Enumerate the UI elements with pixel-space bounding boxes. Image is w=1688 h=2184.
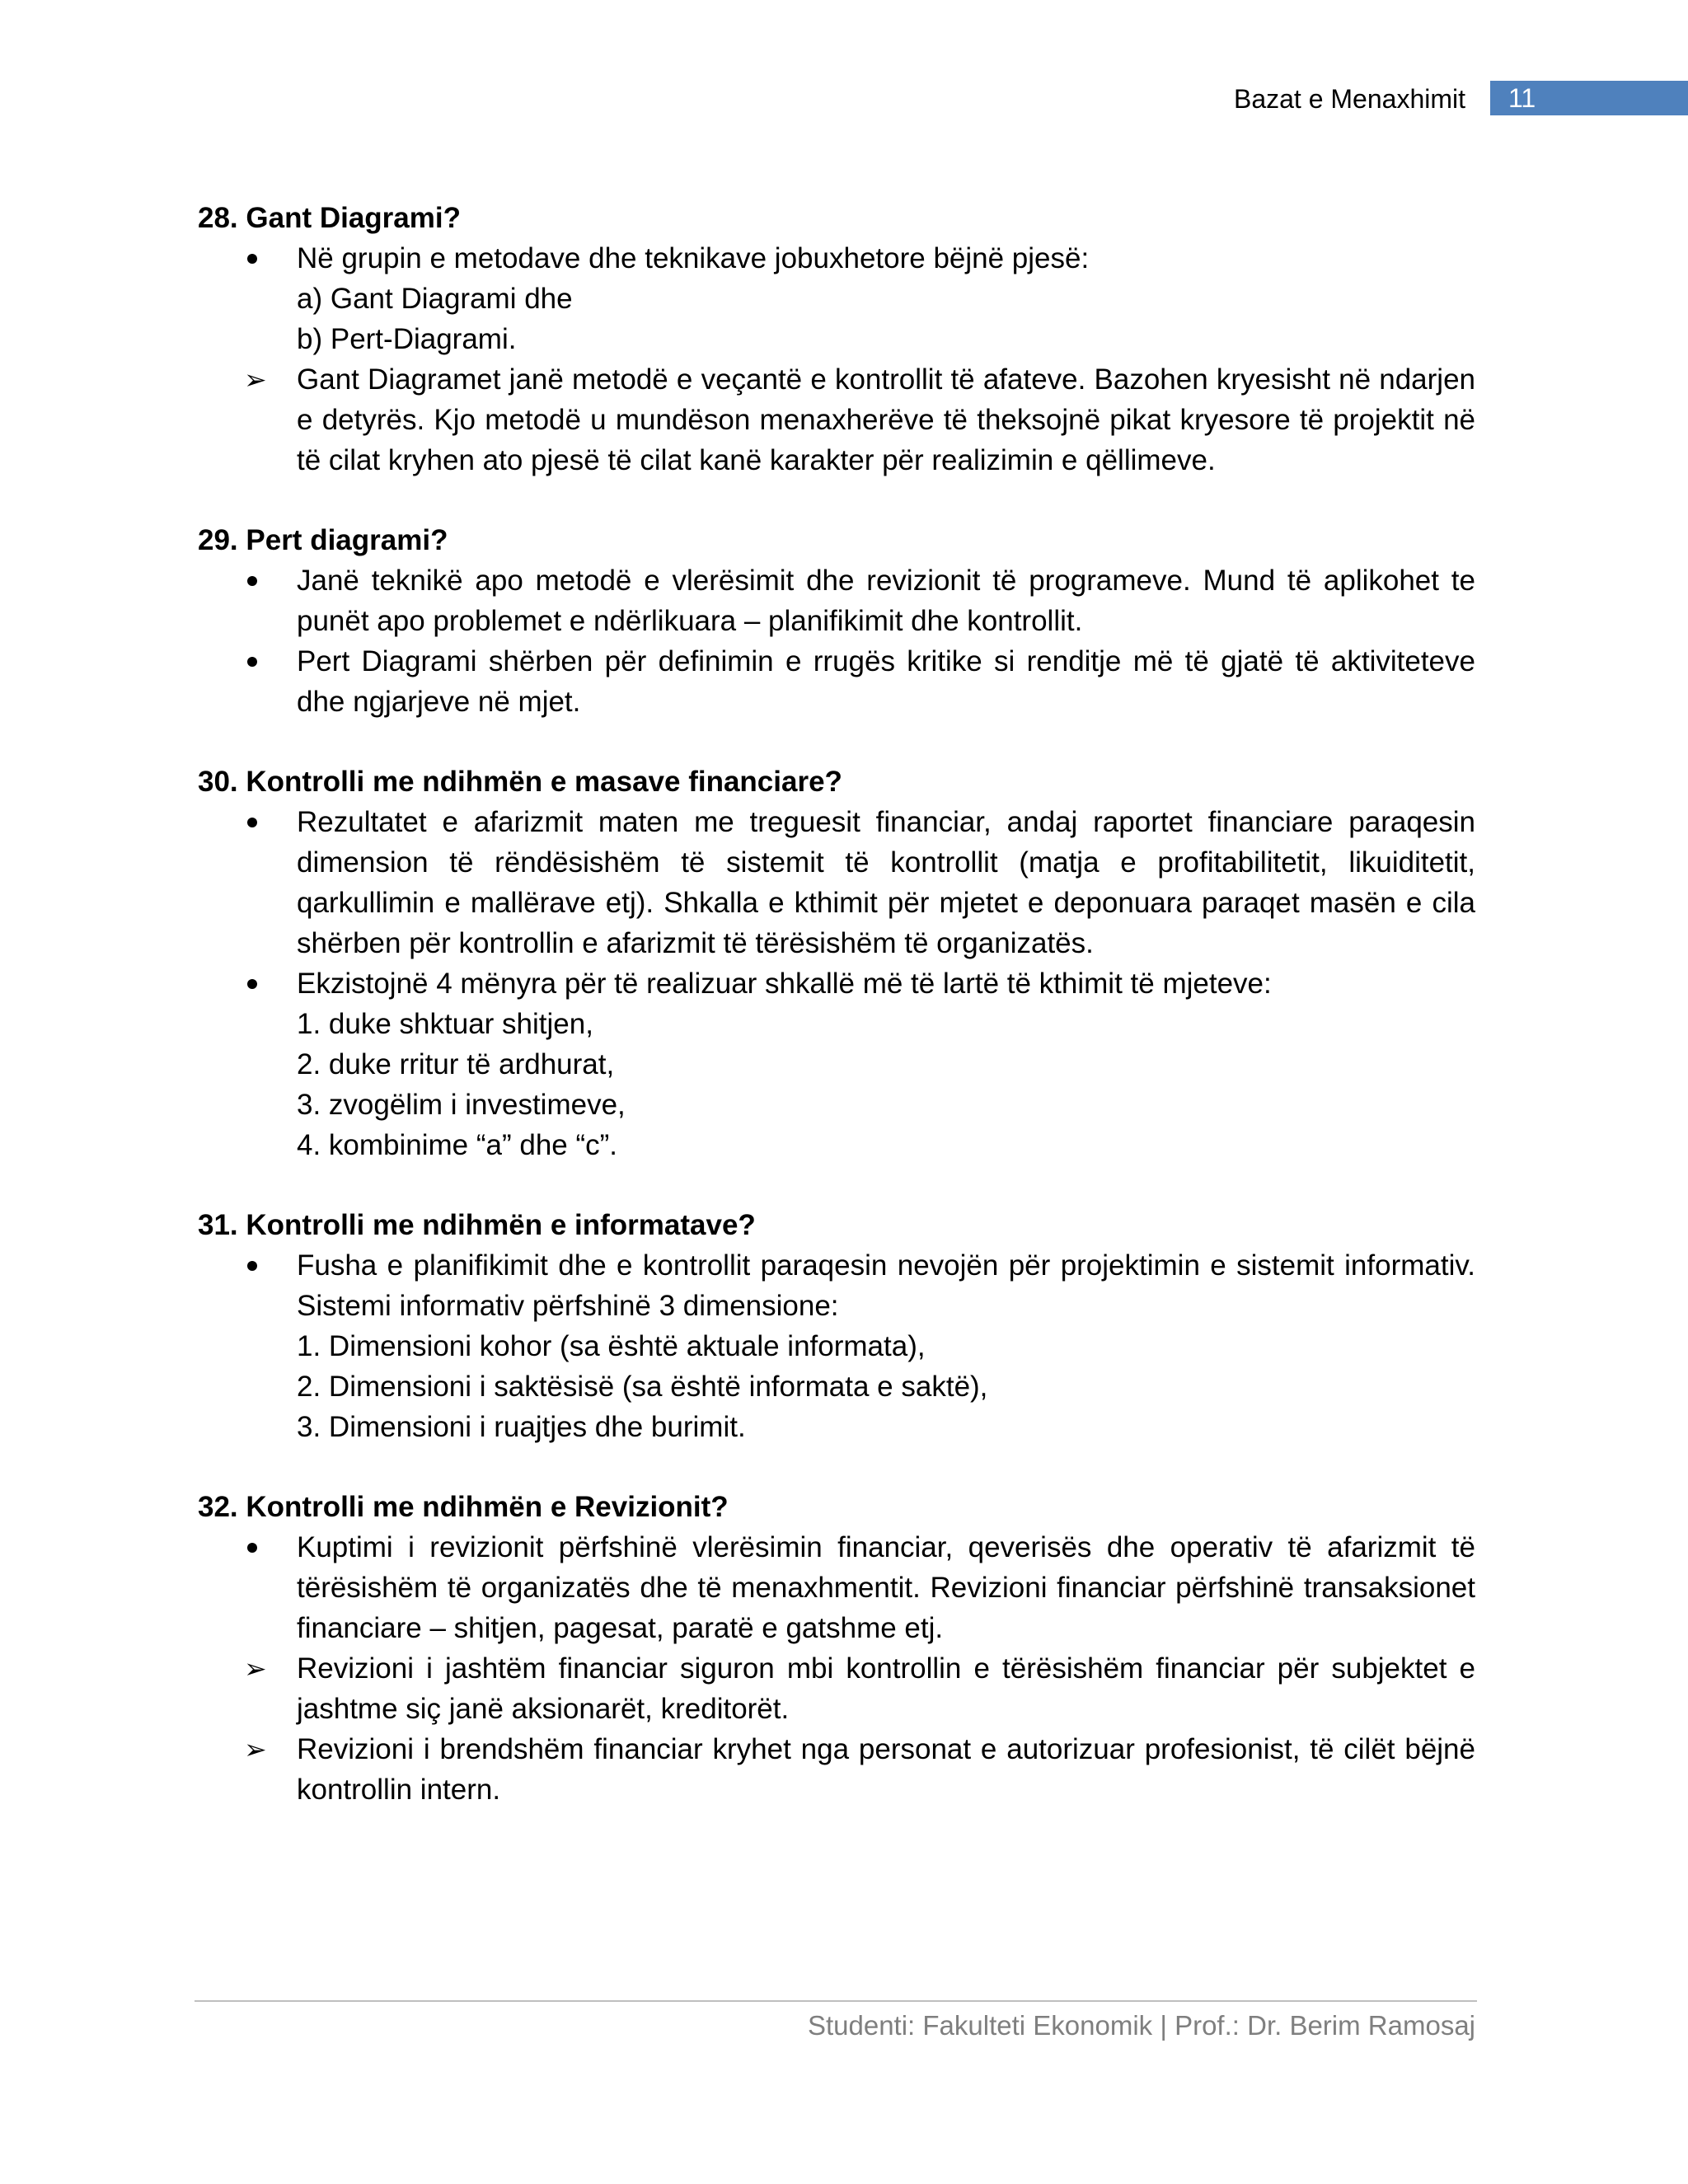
bullet-dot-icon: [247, 254, 257, 264]
footer-divider: [195, 2000, 1477, 2002]
sub-item: 2. Dimensioni i saktësisë (sa është informata e saktë),: [297, 1371, 988, 1403]
section-31-informatat: [198, 1205, 1475, 1447]
bullet-dot-icon: [247, 657, 257, 667]
list-item: [198, 1527, 1475, 1648]
footer-text: Studenti: Fakulteti Ekonomik | Prof.: Dr. Berim Ramosaj: [807, 2010, 1475, 2041]
item-text: Kuptimi i revizionit përfshinë vlerësimin financiar, qeverisës dhe operativ të afarizmit të tërësishëm të organizatës dhe të menaxhmentit. Revizioni financiar përfshinë transaksionet financiare – shitjen, pagesat, paratë e gatshme etj.: [297, 1531, 1475, 1644]
sub-item: 1. Dimensioni kohor (sa është aktuale informata),: [297, 1330, 926, 1362]
item-text: Ekzistojnë 4 mënyra për të realizuar shkallë më të lartë të kthimit të mjeteve:: [297, 968, 1272, 1000]
arrow-bullet-icon: ➢: [244, 1734, 267, 1765]
section-title: 29. Pert diagrami?: [198, 524, 448, 556]
bullet-dot-icon: [247, 1543, 257, 1553]
list-item: [198, 1729, 1475, 1810]
sub-item: 1. duke shktuar shitjen,: [297, 1008, 593, 1040]
sub-item: 4. kombinime “a” dhe “c”.: [297, 1129, 618, 1161]
item-text: Në grupin e metodave dhe teknikave jobuxhetore bëjnë pjesë:: [297, 242, 1090, 274]
page-number: 11: [1508, 83, 1536, 113]
item-text: Revizioni i brendshëm financiar kryhet nga personat e autorizuar profesionist, të cilët bëjnë kontrollin intern.: [297, 1733, 1475, 1806]
item-text: Pert Diagrami shërben për definimin e rrugës kritike si renditje më të gjatë të aktiviteteve dhe ngjarjeve në mjet.: [297, 645, 1475, 718]
list-item: [198, 560, 1475, 641]
section-30-masat-financiare: [198, 762, 1475, 1165]
arrow-bullet-icon: ➢: [244, 364, 267, 395]
list-item: [198, 1245, 1475, 1326]
header-title: Bazat e Menaxhimit: [1233, 84, 1465, 114]
item-text: Janë teknikë apo metodë e vlerësimit dhe revizionit të programeve. Mund të aplikohet te punët apo problemet e ndërlikuara – planifikimit dhe kontrollit.: [297, 565, 1475, 637]
bullet-dot-icon: [247, 576, 257, 586]
list-item: [198, 238, 1475, 279]
list-item: [198, 802, 1475, 963]
section-32-revizioni: [198, 1487, 1475, 1810]
sub-item: 3. zvogëlim i investimeve,: [297, 1089, 626, 1121]
sub-item: a) Gant Diagrami dhe: [297, 283, 573, 315]
section-title: 32. Kontrolli me ndihmën e Revizionit?: [198, 1491, 729, 1523]
list-item: [198, 359, 1475, 480]
section-title: 28. Gant Diagrami?: [198, 202, 461, 234]
item-text: Fusha e planifikimit dhe e kontrollit paraqesin nevojën për projektimin e sistemit informativ. Sistemi informativ përfshinë 3 dimensione:: [297, 1249, 1475, 1322]
list-item: [198, 1648, 1475, 1729]
bullet-dot-icon: [247, 979, 257, 989]
sub-item: b) Pert-Diagrami.: [297, 323, 517, 355]
page-number-box: [1490, 81, 1688, 115]
list-item: [198, 641, 1475, 722]
arrow-bullet-icon: ➢: [244, 1653, 267, 1684]
item-text: Revizioni i jashtëm financiar siguron mbi kontrollin e tërësishëm financiar për subjektet e jashtme siç janë aksionarët, kreditorët.: [297, 1652, 1475, 1725]
item-text: Rezultatet e afarizmit maten me treguesit financiar, andaj raportet financiare paraqesin dimension të rëndësishëm të sistemit të kontrollit (matja e profitabilitetit, likuiditetit, qarkullimin e mallërave etj). Shkalla e kthimit për mjetet e deponuara paraqet masën e cila shërben për kontrollin e afarizmit të tërësishëm të organizatës.: [297, 806, 1475, 959]
section-title: 30. Kontrolli me ndihmën e masave financiare?: [198, 766, 842, 798]
sub-item: 3. Dimensioni i ruajtjes dhe burimit.: [297, 1411, 746, 1443]
item-text: Gant Diagramet janë metodë e veçantë e kontrollit të afateve. Bazohen kryesisht në ndarjen e detyrës. Kjo metodë u mundëson menaxherëve të theksojnë pikat kryesore të projektit në të cilat kryhen ato pjesë të cilat kanë karakter për realizimin e qëllimeve.: [297, 363, 1475, 476]
sub-item: 2. duke rritur të ardhurat,: [297, 1048, 615, 1080]
section-29-pert-diagrami: [198, 520, 1475, 722]
list-item: [198, 963, 1475, 1004]
section-28-gant-diagrami: [198, 198, 1475, 480]
document-body: [198, 198, 1475, 1849]
section-title: 31. Kontrolli me ndihmën e informatave?: [198, 1209, 756, 1241]
bullet-dot-icon: [247, 1261, 257, 1271]
bullet-dot-icon: [247, 818, 257, 827]
page-header: [0, 79, 1688, 119]
